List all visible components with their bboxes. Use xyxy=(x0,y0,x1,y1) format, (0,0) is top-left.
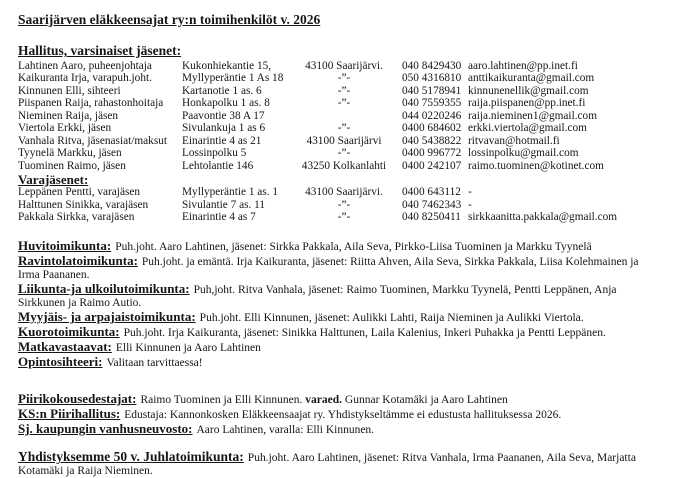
table-row xyxy=(18,160,661,172)
member-phone: 0400 684602 xyxy=(402,122,462,135)
member-address: Kukonhiekantie 15, xyxy=(182,60,272,72)
member-address: Paavontie 38 A 17 xyxy=(182,109,265,122)
board-heading: Hallitus, varsinaiset jäsenet: xyxy=(18,43,182,58)
committee-line xyxy=(18,325,661,340)
member-address: Myllyperäntie 1 As 18 xyxy=(182,72,284,85)
member-phone: 040 7462343 xyxy=(402,198,462,211)
delegate-text: Aaro Lahtinen, varalla: Elli Kinnunen. xyxy=(196,424,375,437)
committee-text: Puh.joht. ja emäntä. Irja Kaikuranta, jäsenet: Riitta Ahven, Aila Seva, Sirkka Pakkala, Liisa Kolehmainen ja Irma Paananen. xyxy=(18,256,639,282)
delegate-text: Edustaja: Kannonkosken Eläkkeensaajat ry. Yhdistykseltämme ei edustusta hallituksessa 2026. xyxy=(124,409,562,422)
committee-line xyxy=(18,282,661,310)
member-email: raimo.tuominen@kotinet.com xyxy=(468,159,604,172)
member-postal: -”- xyxy=(337,84,351,97)
committee-label: Ravintolatoimikunta: xyxy=(18,253,138,269)
committee-line xyxy=(18,254,661,282)
table-row xyxy=(18,110,661,122)
committee-line xyxy=(18,340,661,355)
member-postal: 43100 Saarijärvi xyxy=(306,134,382,147)
member-name: Lahtinen Aaro, puheenjohtaja xyxy=(18,60,152,72)
member-name: Kaikuranta Irja, varapuh.joht. xyxy=(18,72,152,85)
page-title: Saarijärven eläkkeensajat ry:n toimihenkilöt v. 2026 xyxy=(18,12,321,27)
board-section xyxy=(18,43,661,223)
member-phone: 040 5178941 xyxy=(402,84,462,97)
member-name: Leppänen Pentti, varajäsen xyxy=(18,186,141,199)
delegate-line xyxy=(18,392,661,407)
member-address: Sivulankuja 1 as 6 xyxy=(182,122,266,135)
member-email: erkki.viertola@gmail.com xyxy=(468,122,587,135)
board-deputies-table xyxy=(18,186,661,223)
member-email: raija.nieminen1@gmail.com xyxy=(468,109,597,122)
member-name: Tyynelä Markku, jäsen xyxy=(18,147,122,160)
member-name: Kinnunen Elli, sihteeri xyxy=(18,84,121,97)
member-email: aaro.lahtinen@pp.inet.fi xyxy=(468,60,578,72)
member-name: Halttunen Sinikka, varajäsen xyxy=(18,198,149,211)
member-email: ritvavan@hotmail.fi xyxy=(468,134,560,147)
committee-text: Puh.joht. Aaro Lahtinen, jäsenet: Sirkka Pakkala, Aila Seva, Pirkko-Liisa Tuominen ja Markku Tyynelä xyxy=(115,241,592,254)
member-email: anttikaikuranta@gmail.com xyxy=(468,72,595,85)
committee-label: Huvitoimikunta: xyxy=(18,238,112,254)
member-phone: 0400 242107 xyxy=(402,159,462,172)
delegate-line xyxy=(18,422,661,437)
member-address: Myllyperäntie 1 as. 1 xyxy=(182,186,279,199)
deputy-heading: Varajäsenet: xyxy=(18,171,89,187)
committee-label: Myyjäis- ja arpajaistoimikunta: xyxy=(18,309,196,325)
member-email: raija.piispanen@pp.inet.fi xyxy=(468,97,586,110)
member-name: Nieminen Raija, jäsen xyxy=(18,109,119,122)
member-name: Piispanen Raija, rahastonhoitaja xyxy=(18,97,164,110)
member-address: Einarintie 4 as 21 xyxy=(182,134,262,147)
member-phone: 0400 643112 xyxy=(402,186,461,199)
member-postal xyxy=(286,110,402,122)
member-name: Pakkala Sirkka, varajäsen xyxy=(18,210,135,223)
member-phone: 040 5438822 xyxy=(402,134,462,147)
delegates-section xyxy=(18,392,661,437)
member-email: lossinpolku@gmail.com xyxy=(468,147,579,160)
member-name: Vanhala Ritva, jäsenasiat/maksut xyxy=(18,134,168,147)
member-postal: -”- xyxy=(337,122,351,135)
delegate-text: Gunnar Kotamäki ja Aaro Lahtinen xyxy=(344,394,508,407)
committee-line xyxy=(18,355,661,370)
member-postal: -”- xyxy=(337,198,351,211)
committee-label: Matkavastaavat: xyxy=(18,339,112,355)
member-address: Lossinpolku 5 xyxy=(182,147,247,160)
committee-text: Valitaan tarvittaessa! xyxy=(106,357,203,370)
anniversary-section xyxy=(18,450,661,478)
member-phone: 040 8250411 xyxy=(402,210,461,223)
member-phone: 040 8429430 xyxy=(402,60,462,72)
committee-line xyxy=(18,239,661,254)
member-address: Kartanotie 1 as. 6 xyxy=(182,84,262,97)
committees-section xyxy=(18,239,661,370)
table-row xyxy=(18,135,661,147)
table-row xyxy=(18,60,661,72)
committee-text: Puh.joht. Irja Kaikuranta, jäsenet: Sinikka Halttunen, Laila Kalenius, Inkeri Puhakka ja Pentti Leppänen. xyxy=(123,327,606,340)
committee-text: Elli Kinnunen ja Aaro Lahtinen xyxy=(115,342,261,355)
committee-line xyxy=(18,310,661,325)
delegate-label: Sj. kaupungin vanhusneuvosto: xyxy=(18,421,193,437)
member-address: Sivulantie 7 as. 11 xyxy=(182,198,266,211)
board-members-table xyxy=(18,60,661,172)
table-row xyxy=(18,186,661,198)
committee-label: Kuorotoimikunta: xyxy=(18,324,120,340)
delegate-label: KS:n Piirihallitus: xyxy=(18,406,121,422)
member-phone: 0400 996772 xyxy=(402,147,462,160)
table-row xyxy=(18,147,661,159)
member-phone: 044 0220246 xyxy=(402,109,462,122)
member-phone: 050 4316810 xyxy=(402,72,462,85)
anniversary-text: Puh.joht. Aaro Lahtinen, jäsenet: Ritva Vanhala, Irma Paananen, Aila Seva, Marjatta Kotamäki ja Raija Nieminen. xyxy=(18,452,636,478)
member-address: Honkapolku 1 as. 8 xyxy=(182,97,270,110)
member-postal: -”- xyxy=(337,72,351,85)
table-row xyxy=(18,72,661,84)
member-address: Einarintie 4 as 7 xyxy=(182,210,256,223)
table-row xyxy=(18,97,661,109)
member-phone: 040 7559355 xyxy=(402,97,462,110)
member-email: - xyxy=(468,198,472,211)
table-row xyxy=(18,211,661,223)
anniversary-label: Yhdistyksemme 50 v. Juhlatoimikunta: xyxy=(18,449,244,465)
member-postal: 43100 Saarijärvi. xyxy=(305,186,383,199)
committee-text: Puh,joht. Ritva Vanhala, jäsenet: Raimo Tuominen, Markku Tyynelä, Pentti Leppänen, Anja Sirkkunen ja Raimo Autio. xyxy=(18,284,617,310)
table-row xyxy=(18,85,661,97)
member-postal: -”- xyxy=(337,147,351,160)
delegate-label: Piirikokousedestajat: xyxy=(18,391,137,407)
delegate-line xyxy=(18,407,661,422)
member-postal: 43100 Saarijärvi. xyxy=(305,60,383,72)
committee-text: Puh.joht. Elli Kinnunen, jäsenet: Aulikki Lahti, Raija Nieminen ja Aulikki Viertola. xyxy=(199,312,584,325)
committee-label: Liikunta-ja ulkoilutoimikunta: xyxy=(18,281,190,297)
delegate-text: Raimo Tuominen ja Elli Kinnunen. xyxy=(140,394,303,407)
member-email: sirkkaanitta.pakkala@gmail.com xyxy=(468,210,618,223)
table-row xyxy=(18,199,661,211)
table-row xyxy=(18,122,661,134)
committee-label: Opintosihteeri: xyxy=(18,354,103,370)
member-postal: 43250 Kolkanlahti xyxy=(301,159,387,172)
member-name: Viertola Erkki, jäsen xyxy=(18,122,112,135)
member-address: Lehtolantie 146 xyxy=(182,159,254,172)
member-postal: -”- xyxy=(337,210,351,223)
member-email: kinnunenellik@gmail.com xyxy=(468,84,589,97)
member-email: - xyxy=(468,186,472,199)
delegate-bold-text: varaed. xyxy=(305,394,343,407)
member-name: Tuominen Raimo, jäsen xyxy=(18,159,126,172)
member-postal: -”- xyxy=(337,97,351,110)
